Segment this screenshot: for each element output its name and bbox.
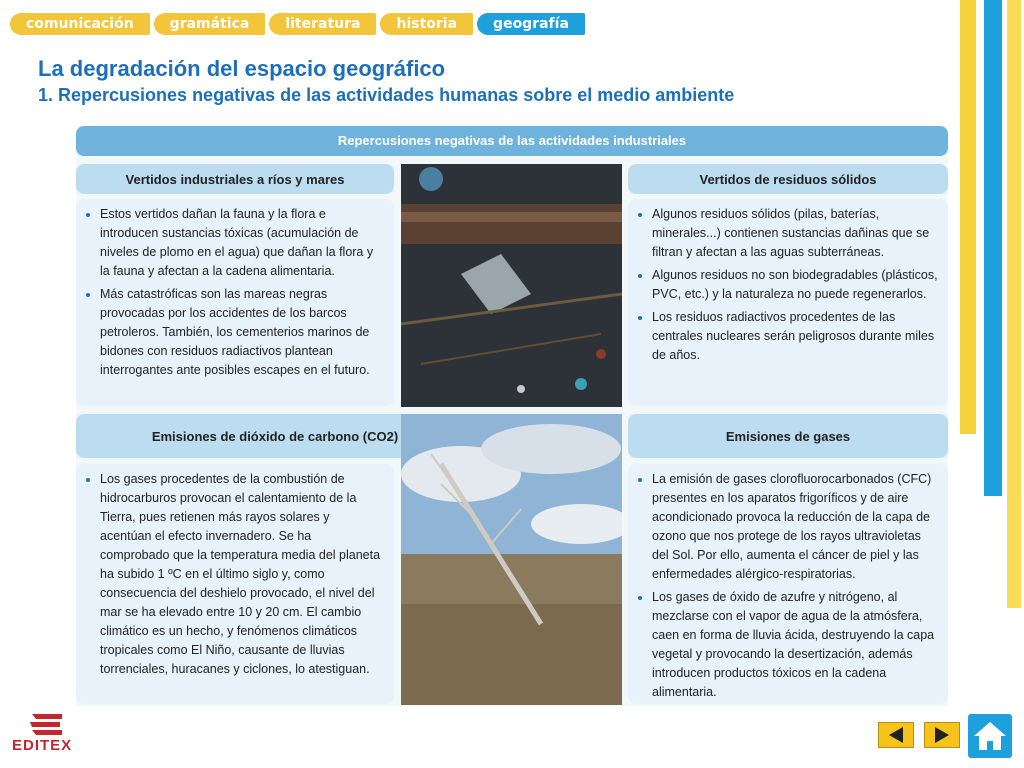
list-item: • Los gases de óxido de azufre y nitrógeno, al mezclarse con el vapor de agua de la atmósfera, caen en forma de lluvia ácida, destruyendo la capa vegetal y provocando la desertización, además introducen productos tóxicos en la cadena alimentaria.	[652, 588, 938, 702]
box-residuos-solidos	[628, 199, 948, 406]
decor-stripe-yellow	[960, 0, 976, 434]
list-item: • Los residuos radiactivos procedentes de las centrales nucleares serán peligrosos durante miles de años.	[652, 308, 938, 365]
list-item: • Algunos residuos sólidos (pilas, baterías, minerales...) contienen sustancias dañinas que se filtran y afectan a las aguas subterráneas.	[652, 205, 938, 262]
list-item: • Más catastróficas son las mareas negras provocadas por los accidentes de los barcos petroleros. También, los cementerios marinos de bidones con residuos radiactivos plantean interrogantes ante posibles escapes en el futuro.	[100, 285, 384, 380]
page-subtitle: 1. Repercusiones negativas de las actividades humanas sobre el medio ambiente	[38, 85, 735, 105]
box-vertidos-rios	[76, 199, 394, 406]
polluted-water-photo	[401, 164, 622, 407]
dead-tree-photo	[401, 414, 622, 705]
heading-emisiones-co2: Emisiones de dióxido de carbono (CO2)	[76, 414, 474, 458]
list-item: • La emisión de gases clorofluorocarbonados (CFC) presentes en los aparatos frigoríficos y de aire acondicionado provoca la reducción de la capa de ozono que nos protege de los rayos ultravioletas del Sol. Por ello, aumenta el cáncer de piel y las enfermedades alérgico-respiratorias.	[652, 470, 938, 584]
tab-geografia[interactable]: geografía	[477, 13, 585, 35]
list-item: • Algunos residuos no son biodegradables (plásticos, PVC, etc.) y la naturaleza no puede regenerarlos.	[652, 266, 938, 304]
decor-stripe-light-yellow	[1007, 0, 1021, 608]
heading-vertidos-rios: Vertidos industriales a ríos y mares	[76, 164, 394, 194]
heading-residuos-solidos: Vertidos de residuos sólidos	[628, 164, 948, 194]
panel-banner: Repercusiones negativas de las actividades industriales	[76, 126, 948, 156]
home-button[interactable]	[968, 714, 1012, 758]
list-item: • Los gases procedentes de la combustión de hidrocarburos provocan el calentamiento de la Tierra, pues retienen más rayos solares y acentúan el efecto invernadero. Se ha comprobado que la temperatura media del planeta ha subido 1 ºC en el último siglo y, como consecuencia del deshielo provocado, el nivel del mar se ha elevado entre 10 y 20 cm. El cambio climático es un hecho, y fenómenos climáticos tropicales como El Niño, causante de lluvias torrenciales, huracanes y ciclones, lo atestiguan.	[100, 470, 384, 679]
list-item: • Estos vertidos dañan la fauna y la flora e introducen sustancias tóxicas (acumulación de niveles de plomo en el agua) que dañan la flora y la fauna y afectan a la cadena alimentaria.	[100, 205, 384, 281]
page-title: La degradación del espacio geográfico	[38, 56, 446, 81]
decor-stripe-blue	[984, 0, 1002, 496]
prev-button[interactable]	[878, 722, 914, 748]
subject-tabs	[10, 13, 589, 35]
arrow-right-icon	[925, 723, 959, 747]
next-button[interactable]	[924, 722, 960, 748]
editex-logo-text: EDITEX	[12, 737, 73, 754]
tab-literatura[interactable]: literatura	[269, 13, 376, 35]
tab-comunicacion[interactable]: comunicación	[10, 13, 150, 35]
heading-emisiones-gases: Emisiones de gases	[628, 414, 948, 458]
arrow-left-icon	[879, 723, 913, 747]
home-icon	[968, 714, 1012, 758]
tab-historia[interactable]: historia	[380, 13, 473, 35]
box-emisiones-co2	[76, 464, 394, 704]
box-emisiones-gases	[628, 464, 948, 704]
tab-gramatica[interactable]: gramática	[154, 13, 266, 35]
